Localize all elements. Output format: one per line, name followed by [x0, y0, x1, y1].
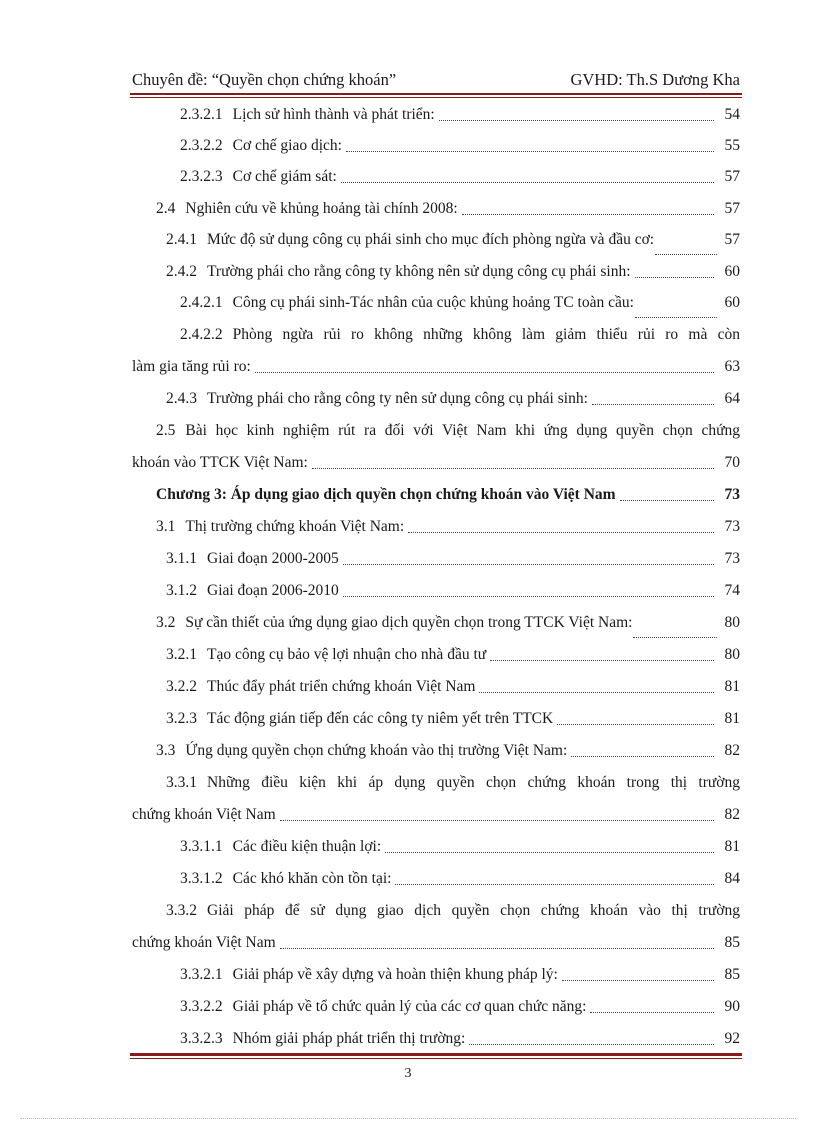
toc-text: Thị trường chứng khoán Việt Nam:: [185, 518, 405, 535]
toc-entry[interactable]: [166, 768, 740, 798]
toc-number: 3.2.2: [166, 678, 197, 695]
toc-leader: [343, 563, 714, 565]
toc-leader: [255, 371, 714, 373]
toc-entry[interactable]: [156, 736, 740, 766]
header-title: Chuyên đề: “Quyền chọn chứng khoán”: [132, 70, 397, 89]
toc-text: Phòng ngừa rủi ro không những không làm giảm thiểu rủi ro mà còn: [232, 326, 740, 343]
toc-page: 90: [724, 998, 740, 1015]
toc-text: Các khó khăn còn tồn tại:: [232, 870, 392, 887]
toc-leader: [343, 595, 714, 597]
toc-entry[interactable]: [156, 416, 740, 446]
toc-entry[interactable]: [180, 960, 740, 990]
toc-leader: [635, 316, 717, 318]
toc-leader: [557, 723, 714, 725]
toc-number: 2.5: [156, 422, 176, 439]
toc-page: 81: [724, 838, 740, 855]
toc-chapter-title: Chương 3: Áp dụng giao dịch quyền chọn chứng khoán vào Việt Nam: [156, 486, 616, 503]
toc-text: Trường phái cho rằng công ty không nên sử dụng công cụ phái sinh:: [207, 263, 631, 280]
toc-number: 2.4.2: [166, 263, 197, 280]
toc-entry[interactable]: [156, 512, 740, 542]
toc-leader: [590, 1011, 714, 1013]
toc-entry[interactable]: [180, 1024, 740, 1054]
toc-leader: [655, 253, 717, 255]
toc-text: Giai đoạn 2006-2010: [207, 582, 339, 599]
toc-entry-continued[interactable]: [132, 448, 740, 478]
toc-text: Công cụ phái sinh-Tác nhân của cuộc khủng hoảng TC toàn cầu:: [232, 294, 634, 311]
toc-text: Tác động gián tiếp đến các công ty niêm yết trên TTCK: [207, 710, 554, 727]
toc-leader: [385, 851, 714, 853]
toc-page: 74: [724, 582, 740, 599]
toc-page: 73: [724, 518, 740, 535]
toc-page: 60: [724, 263, 740, 280]
toc-leader: [346, 150, 714, 152]
toc-number: 2.4.2.1: [180, 294, 223, 311]
toc-page: 57: [724, 200, 740, 217]
toc-entry[interactable]: [180, 320, 740, 350]
toc-leader: [462, 213, 714, 215]
toc-page: 73: [724, 486, 740, 503]
toc-leader: [562, 979, 714, 981]
toc-number: 3.3.1: [166, 774, 197, 791]
toc-number: 2.3.2.3: [180, 168, 223, 185]
toc-page: 84: [724, 870, 740, 887]
toc-text: Sự cần thiết của ứng dụng giao dịch quyền chọn trong TTCK Việt Nam:: [185, 614, 633, 631]
header-rule: [130, 93, 742, 95]
toc-page: 60: [724, 294, 740, 311]
toc-number: 3.3.2.1: [180, 966, 223, 983]
header-rule-thin: [130, 97, 742, 98]
toc-number: 3.1.1: [166, 550, 197, 567]
toc-text: Cơ chế giám sát:: [232, 168, 337, 185]
toc-entry-continued[interactable]: [132, 800, 740, 830]
toc-number: 2.4.3: [166, 390, 197, 407]
toc-number: 3.1.2: [166, 582, 197, 599]
toc-entry[interactable]: [180, 131, 740, 161]
toc-text: Mức độ sử dụng công cụ phái sinh cho mục đích phòng ngừa và đầu cơ:: [207, 231, 655, 248]
toc-page: 81: [724, 710, 740, 727]
toc-entry[interactable]: [180, 162, 740, 192]
toc-leader: [469, 1043, 714, 1045]
toc-leader: [571, 755, 714, 757]
toc-text: Nhóm giải pháp phát triển thị trường:: [232, 1030, 466, 1047]
toc-number: 3.3.2.3: [180, 1030, 223, 1047]
toc-number: 2.4.1: [166, 231, 197, 248]
toc-page: 57: [724, 168, 740, 185]
toc-leader: [620, 499, 714, 501]
toc-leader: [280, 947, 714, 949]
toc-text: Giải pháp về xây dựng và hoàn thiện khung pháp lý:: [232, 966, 558, 983]
toc-entry[interactable]: [156, 194, 740, 224]
toc-entry[interactable]: [166, 225, 740, 255]
toc-text: Trường phái cho rằng công ty nên sử dụng công cụ phái sinh:: [207, 390, 588, 407]
toc-page: 64: [724, 390, 740, 407]
toc-text: Nghiên cứu về khủng hoảng tài chính 2008:: [185, 200, 458, 217]
toc-number: 3.2: [156, 614, 176, 631]
toc-entry[interactable]: [166, 704, 740, 734]
toc-page: 81: [724, 678, 740, 695]
toc-leader: [312, 467, 714, 469]
toc-entry[interactable]: [166, 672, 740, 702]
toc-text: Giải pháp về tổ chức quản lý của các cơ quan chức năng:: [232, 998, 587, 1015]
toc-leader: [439, 119, 714, 121]
page-header: [132, 60, 740, 90]
toc-number: 3.1: [156, 518, 176, 535]
toc-page: 57: [724, 231, 740, 248]
toc-number: 3.2.3: [166, 710, 197, 727]
toc-number: 2.3.2.1: [180, 106, 223, 123]
toc-entry-continued[interactable]: [132, 352, 740, 382]
toc-page: 92: [724, 1030, 740, 1047]
toc-text: Cơ chế giao dịch:: [232, 137, 342, 154]
toc-entry[interactable]: [166, 896, 740, 926]
toc-entry-continued[interactable]: [132, 928, 740, 958]
toc-chapter-entry[interactable]: [156, 480, 740, 510]
toc-text: Ứng dụng quyền chọn chứng khoán vào thị trường Việt Nam:: [185, 742, 568, 759]
toc-entry[interactable]: [166, 257, 740, 287]
toc-number: 3.3.1.2: [180, 870, 223, 887]
footer-rule: [130, 1053, 742, 1056]
toc-text: làm gia tăng rủi ro:: [132, 358, 251, 375]
toc-page: 82: [724, 806, 740, 823]
toc-entry[interactable]: [166, 640, 740, 670]
toc-entry[interactable]: [180, 100, 740, 130]
toc-page: 63: [724, 358, 740, 375]
page-number: 3: [404, 1066, 412, 1081]
toc-text: Giai đoạn 2000-2005: [207, 550, 339, 567]
toc-entry[interactable]: [180, 832, 740, 862]
toc-page: 54: [724, 106, 740, 123]
toc-leader: [341, 181, 714, 183]
toc-leader: [479, 691, 714, 693]
toc-leader: [408, 531, 714, 533]
toc-entry[interactable]: [180, 992, 740, 1022]
toc-text: chứng khoán Việt Nam: [132, 934, 276, 951]
toc-leader: [635, 276, 714, 278]
toc-page: 82: [724, 742, 740, 759]
toc-text: khoán vào TTCK Việt Nam:: [132, 454, 308, 471]
toc-entry[interactable]: [156, 608, 740, 638]
toc-number: 2.3.2.2: [180, 137, 223, 154]
header-supervisor: GVHD: Th.S Dương Kha: [570, 70, 740, 89]
toc-text: Bài học kinh nghiệm rút ra đối với Việt Nam khi ứng dụng quyền chọn chứng: [185, 422, 740, 439]
toc-number: 3.3.2: [166, 902, 197, 919]
toc-leader: [592, 403, 714, 405]
toc-text: Giải pháp để sử dụng giao dịch quyền chọn chứng khoán vào thị trường: [207, 902, 740, 919]
toc-entry[interactable]: [180, 288, 740, 318]
toc-entry[interactable]: [180, 864, 740, 894]
toc-number: 3.3: [156, 742, 176, 759]
toc-number: 3.3.1.1: [180, 838, 223, 855]
page-bottom-border: [20, 1118, 796, 1119]
toc-leader: [490, 659, 714, 661]
toc-text: Những điều kiện khi áp dụng quyền chọn chứng khoán trong thị trường: [207, 774, 740, 791]
toc-leader: [280, 819, 714, 821]
toc-entry[interactable]: [166, 544, 740, 574]
toc-page: 85: [724, 934, 740, 951]
toc-page: 73: [724, 550, 740, 567]
toc-entry[interactable]: [166, 576, 740, 606]
toc-text: Các điều kiện thuận lợi:: [232, 838, 382, 855]
toc-page: 70: [724, 454, 740, 471]
toc-number: 3.3.2.2: [180, 998, 223, 1015]
toc-page: 85: [724, 966, 740, 983]
toc-leader: [633, 636, 717, 638]
toc-text: Tạo công cụ bảo vệ lợi nhuận cho nhà đầu tư: [207, 646, 487, 663]
toc-number: 2.4: [156, 200, 176, 217]
toc-leader: [395, 883, 714, 885]
toc-entry[interactable]: [166, 384, 740, 414]
toc-number: 3.2.1: [166, 646, 197, 663]
toc-page: 55: [724, 137, 740, 154]
footer-rule-thin: [130, 1058, 742, 1059]
toc-text: Lịch sử hình thành và phát triển:: [232, 106, 435, 123]
toc-text: chứng khoán Việt Nam: [132, 806, 276, 823]
toc-page: 80: [724, 646, 740, 663]
toc-page: 80: [724, 614, 740, 631]
toc-text: Thúc đẩy phát triển chứng khoán Việt Nam: [207, 678, 476, 695]
toc-number: 2.4.2.2: [180, 326, 223, 343]
